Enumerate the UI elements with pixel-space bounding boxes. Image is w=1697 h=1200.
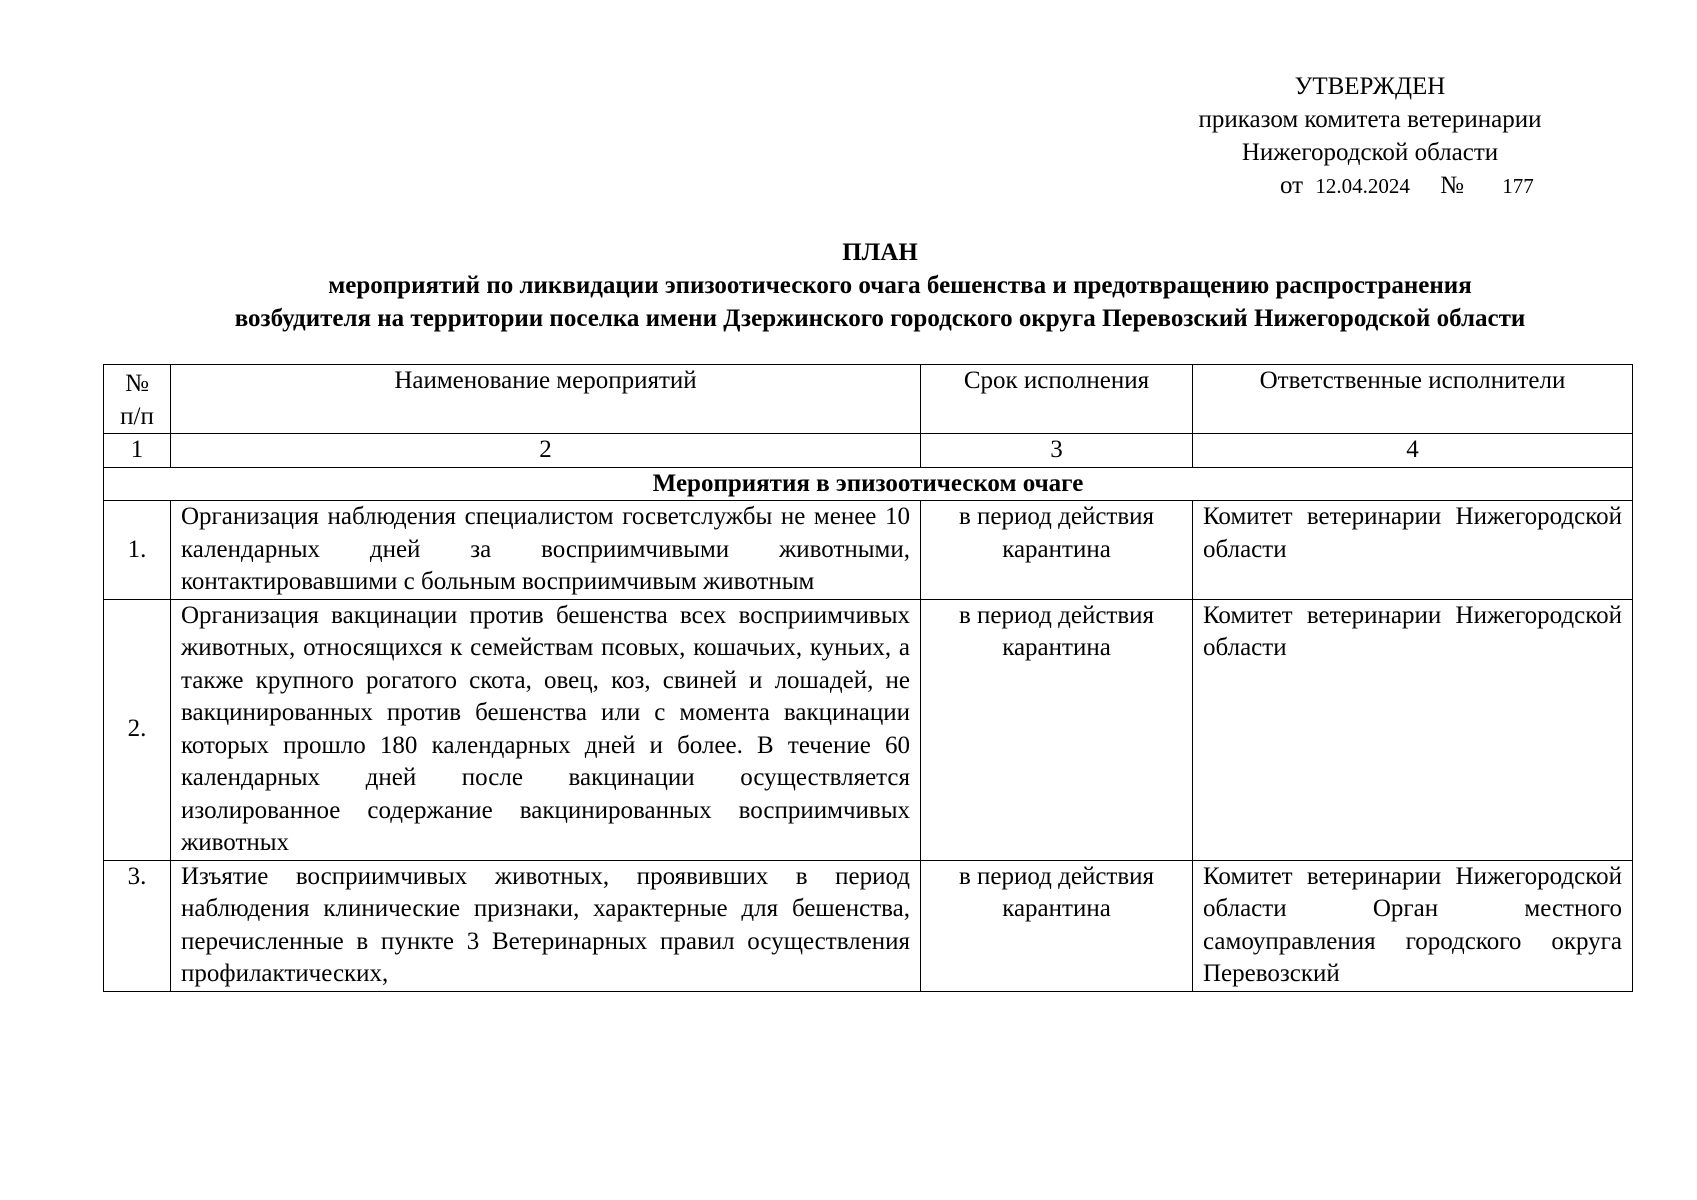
row-name: Изъятие восприимчивых животных, проявивших в период наблюдения клинические признаки, характерные для бешенства, перечисленные в пункте 3 Ветеринарных правил осуществления профилактических, xyxy=(171,860,921,991)
column-number-row xyxy=(104,434,1633,468)
approval-block xyxy=(1170,70,1570,203)
order-date: 12.04.2024 xyxy=(1315,174,1410,198)
region-line: Нижегородской области xyxy=(1241,139,1499,166)
header-term: Срок исполнения xyxy=(921,365,1193,434)
title-heading: ПЛАН xyxy=(842,239,918,266)
section-row xyxy=(104,467,1633,501)
column-number-1: 1 xyxy=(104,434,171,468)
table-row xyxy=(104,501,1633,600)
row-responsible: Комитет ветеринарии Нижегородской области xyxy=(1193,599,1633,860)
row-name: Организация вакцинации против бешенства всех восприимчивых животных, относящихся к семействам псовых, кошачьих, куньих, а также крупного рогатого скота, овец, коз, свиней и лошадей, не вакцинированных против бешенства или с момента вакцинации которых прошло 180 календарных дней и более. В течение 60 календарных дней после вакцинации осуществляется изолированное содержание вакцинированных восприимчивых животных xyxy=(171,599,921,860)
table-header-row xyxy=(104,365,1633,434)
column-number-2: 2 xyxy=(171,434,921,468)
header-responsible: Ответственные исполнители xyxy=(1193,365,1633,434)
column-number-4: 4 xyxy=(1193,434,1633,468)
column-number-3: 3 xyxy=(921,434,1193,468)
row-number: 2. xyxy=(104,599,171,860)
date-line xyxy=(1170,169,1570,203)
header-number: № п/п xyxy=(104,365,171,434)
row-responsible: Комитет ветеринарии Нижегородской области Орган местного самоуправления городского округа Перевозский xyxy=(1193,860,1633,991)
row-name: Организация наблюдения специалистом госветслужбы не менее 10 календарных дней за восприимчивыми животными, контактировавшими с больным восприимчивым животным xyxy=(171,501,921,600)
approved-label: УТВЕРЖДЕН xyxy=(1294,73,1446,100)
header-name: Наименование мероприятий xyxy=(171,365,921,434)
document-title xyxy=(90,236,1670,335)
row-term: в период действия карантина xyxy=(921,860,1193,991)
row-term: в период действия карантина xyxy=(921,599,1193,860)
from-label: от xyxy=(1280,172,1304,199)
number-label: № xyxy=(1440,172,1464,199)
order-number: 177 xyxy=(1502,174,1534,198)
plan-table xyxy=(103,364,1633,992)
row-number: 1. xyxy=(104,501,171,600)
title-line-1: мероприятий по ликвидации эпизоотического очага бешенства и предотвращению распространения xyxy=(328,272,1472,299)
row-number: 3. xyxy=(104,860,171,991)
table-row xyxy=(104,599,1633,860)
table-row xyxy=(104,860,1633,991)
row-term: в период действия карантина xyxy=(921,501,1193,600)
section-title: Мероприятия в эпизоотическом очаге xyxy=(104,467,1633,501)
order-line: приказом комитета ветеринарии xyxy=(1198,106,1542,133)
row-responsible: Комитет ветеринарии Нижегородской области xyxy=(1193,501,1633,600)
title-line-2: возбудителя на территории поселка имени Дзержинского городского округа Перевозский Нижегородской области xyxy=(234,305,1526,332)
